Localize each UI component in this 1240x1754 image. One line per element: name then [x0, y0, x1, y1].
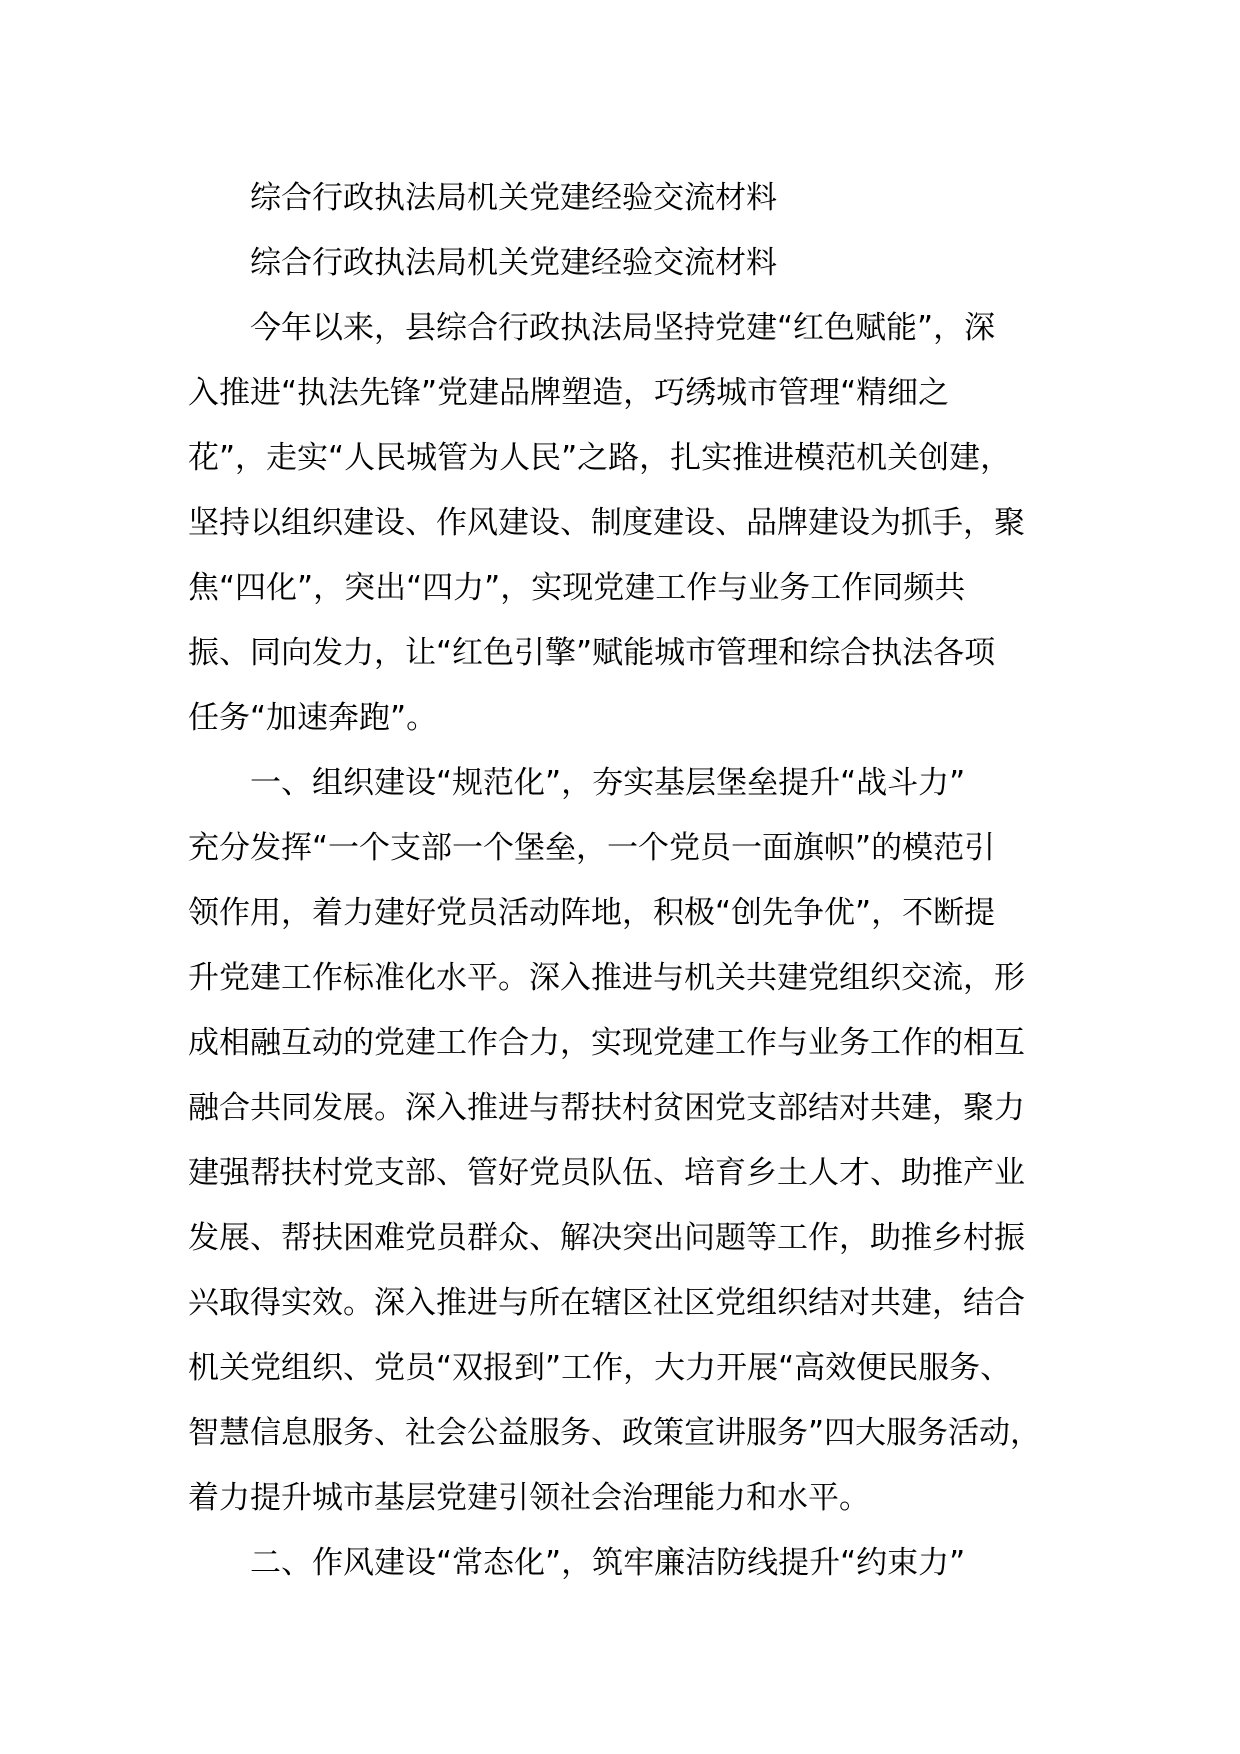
paragraph-line: 智慧信息服务、社会公益服务、政策宣讲服务”四大服务活动， — [188, 1415, 1042, 1451]
paragraph-line: 今年以来，县综合行政执法局坚持党建“红色赋能”，深 — [250, 310, 996, 346]
section-heading: 一、组织建设“规范化”，夯实基层堡垒提升“战斗力” — [250, 765, 966, 801]
paragraph-line: 焦“四化”，突出“四力”，实现党建工作与业务工作同频共 — [188, 570, 966, 606]
paragraph-line: 充分发挥“一个支部一个堡垒，一个党员一面旗帜”的模范引 — [188, 830, 996, 866]
document-body — [188, 166, 1088, 1596]
document-title: 综合行政执法局机关党建经验交流材料 — [250, 180, 777, 216]
paragraph-line: 任务“加速奔跑”。 — [188, 700, 438, 736]
paragraph-line: 机关党组织、党员“双报到”工作，大力开展“高效便民服务、 — [188, 1350, 1012, 1386]
paragraph-line: 振、同向发力，让“红色引擎”赋能城市管理和综合执法各项 — [188, 635, 996, 671]
paragraph-line: 坚持以组织建设、作风建设、制度建设、品牌建设为抓手，聚 — [188, 505, 1025, 541]
paragraph-line: 着力提升城市基层党建引领社会治理能力和水平。 — [188, 1480, 870, 1516]
document-subtitle: 综合行政执法局机关党建经验交流材料 — [250, 245, 777, 281]
paragraph-line: 兴取得实效。深入推进与所在辖区社区党组织结对共建，结合 — [188, 1285, 1025, 1321]
paragraph-line: 升党建工作标准化水平。深入推进与机关共建党组织交流，形 — [188, 960, 1025, 996]
paragraph-line: 融合共同发展。深入推进与帮扶村贫困党支部结对共建，聚力 — [188, 1090, 1025, 1126]
paragraph-line: 发展、帮扶困难党员群众、解决突出问题等工作，助推乡村振 — [188, 1220, 1025, 1256]
paragraph-line: 成相融互动的党建工作合力，实现党建工作与业务工作的相互 — [188, 1025, 1025, 1061]
section-heading: 二、作风建设“常态化”，筑牢廉洁防线提升“约束力” — [250, 1545, 966, 1581]
paragraph-line: 花”，走实“人民城管为人民”之路，扎实推进模范机关创建， — [188, 440, 1012, 476]
paragraph-line: 领作用，着力建好党员活动阵地，积极“创先争优”，不断提 — [188, 895, 996, 931]
paragraph-line: 入推进“执法先锋”党建品牌塑造，巧绣城市管理“精细之 — [188, 375, 950, 411]
paragraph-line: 建强帮扶村党支部、管好党员队伍、培育乡土人才、助推产业 — [188, 1155, 1025, 1191]
